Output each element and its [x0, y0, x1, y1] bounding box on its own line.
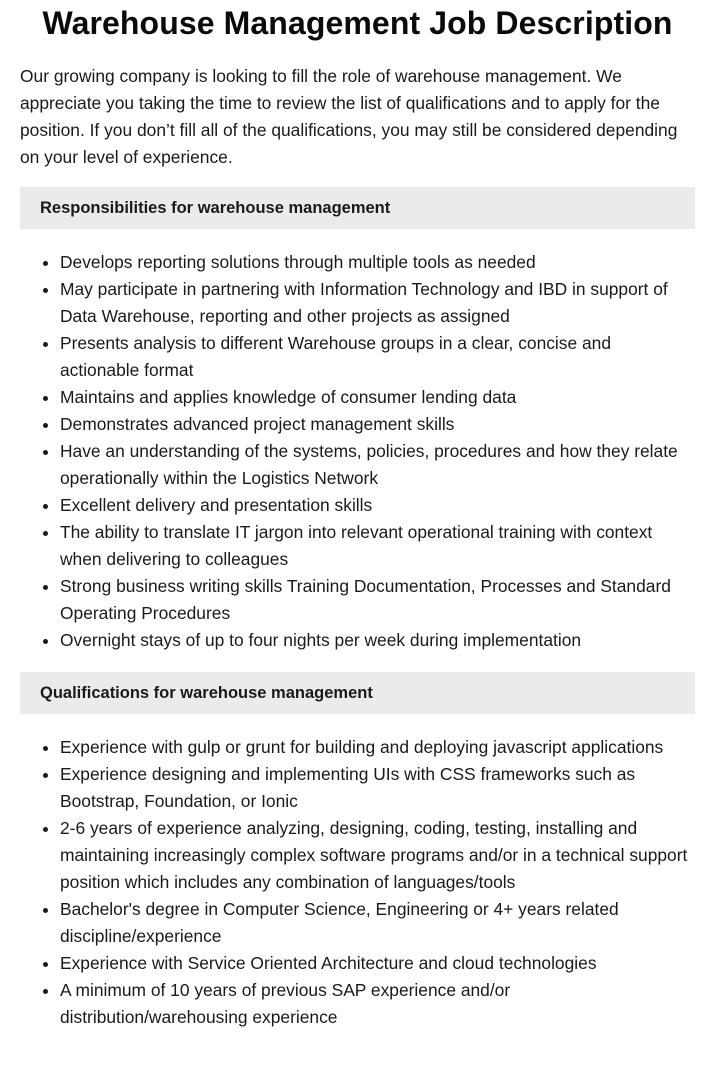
qualifications-list — [20, 734, 695, 1031]
list-item: • Demonstrates advanced project management skills — [60, 411, 695, 438]
list-item: • Have an understanding of the systems, policies, procedures and how they relate operationally within the Logistics Network — [60, 438, 695, 492]
page-title: Warehouse Management Job Description — [42, 5, 673, 41]
intro-paragraph: Our growing company is looking to fill the role of warehouse management. We appreciate you taking the time to review the list of qualifications and to apply for the position. If you don’t fill all of the qualifications, you may still be considered depending on your level of experience. — [20, 66, 678, 167]
list-item: • Maintains and applies knowledge of consumer lending data — [60, 384, 695, 411]
list-item: • Presents analysis to different Warehouse groups in a clear, concise and actionable format — [60, 330, 695, 384]
list-item: • Overnight stays of up to four nights per week during implementation — [60, 627, 695, 654]
list-item: • Strong business writing skills Training Documentation, Processes and Standard Operating Procedures — [60, 573, 695, 627]
list-item: • Excellent delivery and presentation skills — [60, 492, 695, 519]
list-item: • Experience designing and implementing UIs with CSS frameworks such as Bootstrap, Foundation, or Ionic — [60, 761, 695, 815]
list-item: • 2-6 years of experience analyzing, designing, coding, testing, installing and maintaining increasingly complex software programs and/or in a technical support position which includes any combination of languages/tools — [60, 815, 695, 896]
list-item: • May participate in partnering with Information Technology and IBD in support of Data Warehouse, reporting and other projects as assigned — [60, 276, 695, 330]
list-item: • Develops reporting solutions through multiple tools as needed — [60, 249, 695, 276]
list-item: • A minimum of 10 years of previous SAP experience and/or distribution/warehousing experience — [60, 977, 695, 1031]
responsibilities-list — [20, 249, 695, 654]
responsibilities-heading: Responsibilities for warehouse management — [20, 187, 695, 229]
qualifications-heading: Qualifications for warehouse management — [20, 672, 695, 714]
list-item: • The ability to translate IT jargon into relevant operational training with context when delivering to colleagues — [60, 519, 695, 573]
list-item: • Experience with Service Oriented Architecture and cloud technologies — [60, 950, 695, 977]
list-item: • Experience with gulp or grunt for building and deploying javascript applications — [60, 734, 695, 761]
list-item: • Bachelor's degree in Computer Science, Engineering or 4+ years related discipline/experience — [60, 896, 695, 950]
